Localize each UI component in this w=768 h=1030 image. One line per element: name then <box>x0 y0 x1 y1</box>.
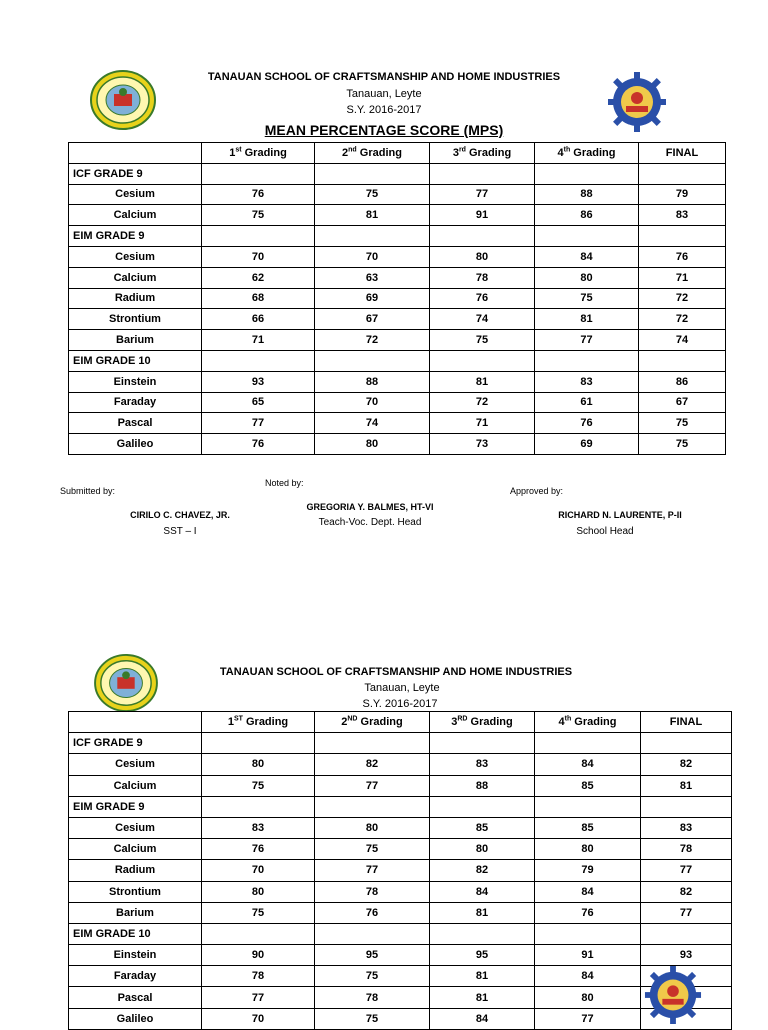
score-cell: 67 <box>639 392 726 413</box>
score-cell: 74 <box>315 413 430 434</box>
score-cell: 81 <box>430 966 535 987</box>
empty-cell <box>639 163 726 184</box>
group-label: ICF GRADE 9 <box>69 733 202 754</box>
group-label: ICF GRADE 9 <box>69 163 202 184</box>
score-cell: 67 <box>315 309 430 330</box>
score-cell: 77 <box>641 860 732 881</box>
score-cell: 69 <box>315 288 430 309</box>
group-row <box>69 350 726 371</box>
score-cell: 77 <box>315 860 430 881</box>
empty-cell <box>315 163 430 184</box>
section-name: Faraday <box>69 392 202 413</box>
score-cell: 82 <box>641 754 732 775</box>
score-cell: 76 <box>315 902 430 923</box>
empty-cell <box>535 163 639 184</box>
table-row <box>69 817 732 838</box>
section-name: Strontium <box>69 881 202 902</box>
score-cell: 88 <box>535 184 639 205</box>
score-cell: 83 <box>639 205 726 226</box>
score-cell: 77 <box>535 330 639 351</box>
score-cell: 72 <box>430 392 535 413</box>
section-name: Calcium <box>69 205 202 226</box>
noted-by-role: Teach-Voc. Dept. Head <box>318 517 422 528</box>
header-row <box>69 143 726 164</box>
table-row <box>69 1008 732 1029</box>
score-cell: 71 <box>430 413 535 434</box>
score-cell: 88 <box>430 775 535 796</box>
column-header: 1st Grading <box>202 143 315 164</box>
score-cell: 80 <box>315 434 430 455</box>
table-row <box>69 775 732 796</box>
empty-cell <box>641 733 732 754</box>
column-header: 3RD Grading <box>430 712 535 733</box>
score-cell: 78 <box>641 839 732 860</box>
section-name: Calcium <box>69 267 202 288</box>
score-cell: 76 <box>535 413 639 434</box>
table-row <box>69 754 732 775</box>
empty-cell <box>315 796 430 817</box>
empty-cell <box>315 733 430 754</box>
section-name: Strontium <box>69 309 202 330</box>
section-name: Pascal <box>69 987 202 1008</box>
score-cell: 82 <box>430 860 535 881</box>
empty-cell <box>202 796 315 817</box>
table-row <box>69 267 726 288</box>
column-header: 4th Grading <box>535 143 639 164</box>
header-row <box>69 712 732 733</box>
empty-cell <box>315 226 430 247</box>
empty-cell <box>430 796 535 817</box>
school-location: Tanauan, Leyte <box>364 682 440 694</box>
table-row <box>69 945 732 966</box>
section-name: Einstein <box>69 945 202 966</box>
score-cell: 77 <box>202 413 315 434</box>
table-row <box>69 392 726 413</box>
score-cell: 75 <box>202 775 315 796</box>
score-cell: 78 <box>202 966 315 987</box>
score-cell: 80 <box>202 881 315 902</box>
score-cell: 80 <box>430 246 535 267</box>
empty-cell <box>202 350 315 371</box>
section-name: Calcium <box>69 839 202 860</box>
empty-cell <box>315 350 430 371</box>
table-row <box>69 860 732 881</box>
empty-cell <box>430 733 535 754</box>
group-row <box>69 733 732 754</box>
empty-cell <box>535 733 641 754</box>
score-cell: 81 <box>641 775 732 796</box>
score-cell: 86 <box>639 371 726 392</box>
score-cell: 63 <box>315 267 430 288</box>
score-cell: 82 <box>641 881 732 902</box>
score-cell: 84 <box>535 246 639 267</box>
score-cell: 88 <box>315 371 430 392</box>
empty-cell <box>202 733 315 754</box>
school-name: TANAUAN SCHOOL OF CRAFTSMANSHIP AND HOME INDUSTRIES <box>219 666 573 678</box>
score-cell: 91 <box>535 945 641 966</box>
score-cell: 81 <box>430 987 535 1008</box>
table-row <box>69 413 726 434</box>
mps-table-2-body <box>69 733 732 1030</box>
score-cell: 79 <box>535 860 641 881</box>
mps-table-1 <box>68 142 726 455</box>
score-cell: 69 <box>535 434 639 455</box>
score-cell: 80 <box>535 839 641 860</box>
section-name: Cesium <box>69 817 202 838</box>
empty-cell <box>639 350 726 371</box>
group-label: EIM GRADE 9 <box>69 796 202 817</box>
school-location: Tanauan, Leyte <box>346 88 422 100</box>
school-year: S.Y. 2016-2017 <box>362 698 438 710</box>
score-cell: 76 <box>202 184 315 205</box>
score-cell: 84 <box>535 881 641 902</box>
group-label: EIM GRADE 10 <box>69 923 202 944</box>
score-cell: 79 <box>639 184 726 205</box>
score-cell: 86 <box>535 205 639 226</box>
noted-by-name: GREGORIA Y. BALMES, HT-VI <box>306 502 434 512</box>
empty-cell <box>430 163 535 184</box>
score-cell: 76 <box>202 839 315 860</box>
header-blank-cell <box>69 143 202 164</box>
score-cell: 95 <box>430 945 535 966</box>
score-cell: 84 <box>535 966 641 987</box>
empty-cell <box>641 923 732 944</box>
empty-cell <box>202 923 315 944</box>
table-row <box>69 434 726 455</box>
score-cell: 61 <box>535 392 639 413</box>
empty-cell <box>535 226 639 247</box>
approved-by-role: School Head <box>576 526 634 537</box>
mps-table-2-head <box>69 712 732 733</box>
group-row <box>69 163 726 184</box>
empty-cell <box>430 226 535 247</box>
score-cell: 91 <box>430 205 535 226</box>
score-cell: 70 <box>315 246 430 267</box>
score-cell: 80 <box>535 987 641 1008</box>
score-cell: 73 <box>430 434 535 455</box>
score-cell: 76 <box>535 902 641 923</box>
score-cell: 71 <box>202 330 315 351</box>
score-cell: 70 <box>202 860 315 881</box>
table-row <box>69 309 726 330</box>
group-row <box>69 226 726 247</box>
table-row <box>69 966 732 987</box>
approved-by-name: RICHARD N. LAURENTE, P-II <box>558 510 682 520</box>
score-cell: 80 <box>202 754 315 775</box>
score-cell: 75 <box>535 288 639 309</box>
school-year: S.Y. 2016-2017 <box>346 104 422 116</box>
noted-by-label: Noted by: <box>265 478 304 488</box>
score-cell: 77 <box>430 184 535 205</box>
section-name: Barium <box>69 330 202 351</box>
table-row <box>69 371 726 392</box>
column-header: 4th Grading <box>535 712 641 733</box>
score-cell: 95 <box>315 945 430 966</box>
mps-table-1-body <box>69 163 726 454</box>
empty-cell <box>430 923 535 944</box>
section-name: Galileo <box>69 1008 202 1029</box>
score-cell: 70 <box>202 1008 315 1029</box>
score-cell: 76 <box>430 288 535 309</box>
column-header: 2ND Grading <box>315 712 430 733</box>
score-cell: 84 <box>535 754 641 775</box>
score-cell: 72 <box>639 309 726 330</box>
table-row <box>69 246 726 267</box>
score-cell: 75 <box>315 966 430 987</box>
score-cell: 78 <box>315 881 430 902</box>
score-cell: 83 <box>535 371 639 392</box>
column-header: FINAL <box>641 712 732 733</box>
gear-logo-icon <box>640 966 706 1024</box>
section-name: Galileo <box>69 434 202 455</box>
section-name: Radium <box>69 860 202 881</box>
approved-by-label: Approved by: <box>510 486 564 496</box>
empty-cell <box>430 350 535 371</box>
score-cell: 70 <box>315 392 430 413</box>
score-cell: 85 <box>430 817 535 838</box>
score-cell: 78 <box>315 987 430 1008</box>
score-cell: 76 <box>639 246 726 267</box>
score-cell: 70 <box>202 246 315 267</box>
score-cell: 77 <box>641 902 732 923</box>
score-cell: 93 <box>202 371 315 392</box>
group-row <box>69 796 732 817</box>
score-cell: 83 <box>202 817 315 838</box>
score-cell: 74 <box>639 330 726 351</box>
section-name: Pascal <box>69 413 202 434</box>
empty-cell <box>535 350 639 371</box>
score-cell: 66 <box>202 309 315 330</box>
score-cell: 90 <box>202 945 315 966</box>
score-cell: 80 <box>430 839 535 860</box>
group-row <box>69 923 732 944</box>
score-cell: 75 <box>639 413 726 434</box>
score-cell: 85 <box>535 817 641 838</box>
score-cell: 75 <box>639 434 726 455</box>
empty-cell <box>639 226 726 247</box>
submitted-by-label: Submitted by: <box>60 486 116 496</box>
score-cell: 93 <box>641 945 732 966</box>
score-cell: 81 <box>535 309 639 330</box>
score-cell: 77 <box>202 987 315 1008</box>
score-cell: 65 <box>202 392 315 413</box>
section-name: Einstein <box>69 371 202 392</box>
score-cell: 78 <box>430 267 535 288</box>
score-cell: 72 <box>315 330 430 351</box>
table-row <box>69 205 726 226</box>
score-cell: 80 <box>535 267 639 288</box>
score-cell: 76 <box>202 434 315 455</box>
score-cell: 82 <box>315 754 430 775</box>
empty-cell <box>315 923 430 944</box>
section-name: Cesium <box>69 246 202 267</box>
group-label: EIM GRADE 9 <box>69 226 202 247</box>
score-cell: 74 <box>430 309 535 330</box>
score-cell: 77 <box>315 775 430 796</box>
score-cell: 62 <box>202 267 315 288</box>
score-cell: 85 <box>535 775 641 796</box>
score-cell: 81 <box>430 371 535 392</box>
score-cell: 71 <box>639 267 726 288</box>
empty-cell <box>641 796 732 817</box>
score-cell: 75 <box>315 839 430 860</box>
score-cell: 75 <box>315 1008 430 1029</box>
column-header: 2nd Grading <box>315 143 430 164</box>
table-row <box>69 902 732 923</box>
score-cell: 72 <box>639 288 726 309</box>
table-row <box>69 839 732 860</box>
score-cell: 77 <box>535 1008 641 1029</box>
score-cell: 84 <box>430 881 535 902</box>
empty-cell <box>202 163 315 184</box>
score-cell: 80 <box>315 817 430 838</box>
empty-cell <box>202 226 315 247</box>
section-name: Barium <box>69 902 202 923</box>
submitted-by-role: SST – I <box>163 526 197 537</box>
section-name: Faraday <box>69 966 202 987</box>
score-cell: 68 <box>202 288 315 309</box>
column-header: FINAL <box>639 143 726 164</box>
score-cell: 83 <box>641 817 732 838</box>
header-blank-cell <box>69 712 202 733</box>
section-name: Calcium <box>69 775 202 796</box>
score-cell: 75 <box>202 902 315 923</box>
score-cell: 84 <box>430 1008 535 1029</box>
table-row <box>69 184 726 205</box>
school-name: TANAUAN SCHOOL OF CRAFTSMANSHIP AND HOME INDUSTRIES <box>207 71 561 83</box>
score-cell: 75 <box>202 205 315 226</box>
column-header: 1ST Grading <box>202 712 315 733</box>
table-row <box>69 330 726 351</box>
group-label: EIM GRADE 10 <box>69 350 202 371</box>
table-row <box>69 987 732 1008</box>
score-cell: 81 <box>315 205 430 226</box>
mps-table-2 <box>68 711 732 1030</box>
submitted-by-name: CIRILO C. CHAVEZ, JR. <box>130 510 230 520</box>
section-name: Cesium <box>69 184 202 205</box>
score-cell: 75 <box>315 184 430 205</box>
column-header: 3rd Grading <box>430 143 535 164</box>
score-cell: 81 <box>430 902 535 923</box>
section-name: Cesium <box>69 754 202 775</box>
score-cell: 75 <box>430 330 535 351</box>
empty-cell <box>535 796 641 817</box>
mps-table-1-head <box>69 143 726 164</box>
table-row <box>69 288 726 309</box>
empty-cell <box>535 923 641 944</box>
score-cell: 83 <box>430 754 535 775</box>
table-row <box>69 881 732 902</box>
section-name: Radium <box>69 288 202 309</box>
report-title: MEAN PERCENTAGE SCORE (MPS) <box>264 122 504 138</box>
